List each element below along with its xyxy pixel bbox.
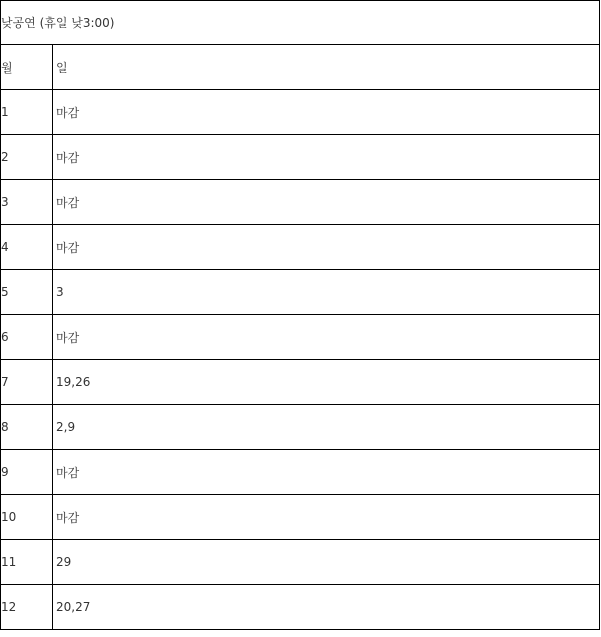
day-cell: 마감 <box>53 180 600 225</box>
table-row <box>1 270 600 315</box>
day-cell: 마감 <box>53 315 600 360</box>
day-cell: 3 <box>53 270 600 315</box>
month-cell: 2 <box>1 135 53 180</box>
table-title: 낮공연 (휴일 낮3:00) <box>1 1 600 45</box>
table-row <box>1 495 600 540</box>
header-row <box>1 45 600 90</box>
table-row <box>1 405 600 450</box>
day-cell: 마감 <box>53 450 600 495</box>
day-cell: 마감 <box>53 90 600 135</box>
month-cell: 4 <box>1 225 53 270</box>
day-cell: 마감 <box>53 495 600 540</box>
table-row <box>1 90 600 135</box>
month-cell: 1 <box>1 90 53 135</box>
month-cell: 11 <box>1 540 53 585</box>
day-cell: 마감 <box>53 225 600 270</box>
day-header: 일 <box>53 45 600 90</box>
month-cell: 7 <box>1 360 53 405</box>
title-row <box>1 1 600 45</box>
table-row <box>1 135 600 180</box>
table-row <box>1 450 600 495</box>
month-cell: 3 <box>1 180 53 225</box>
day-cell: 29 <box>53 540 600 585</box>
table-row <box>1 225 600 270</box>
month-cell: 12 <box>1 585 53 630</box>
table-row <box>1 180 600 225</box>
day-cell: 마감 <box>53 135 600 180</box>
month-cell: 8 <box>1 405 53 450</box>
month-cell: 5 <box>1 270 53 315</box>
table-row <box>1 540 600 585</box>
table-row <box>1 315 600 360</box>
month-cell: 6 <box>1 315 53 360</box>
day-cell: 2,9 <box>53 405 600 450</box>
day-cell: 20,27 <box>53 585 600 630</box>
month-header: 월 <box>1 45 53 90</box>
month-cell: 9 <box>1 450 53 495</box>
table-row <box>1 585 600 630</box>
day-cell: 19,26 <box>53 360 600 405</box>
table-row <box>1 360 600 405</box>
month-cell: 10 <box>1 495 53 540</box>
